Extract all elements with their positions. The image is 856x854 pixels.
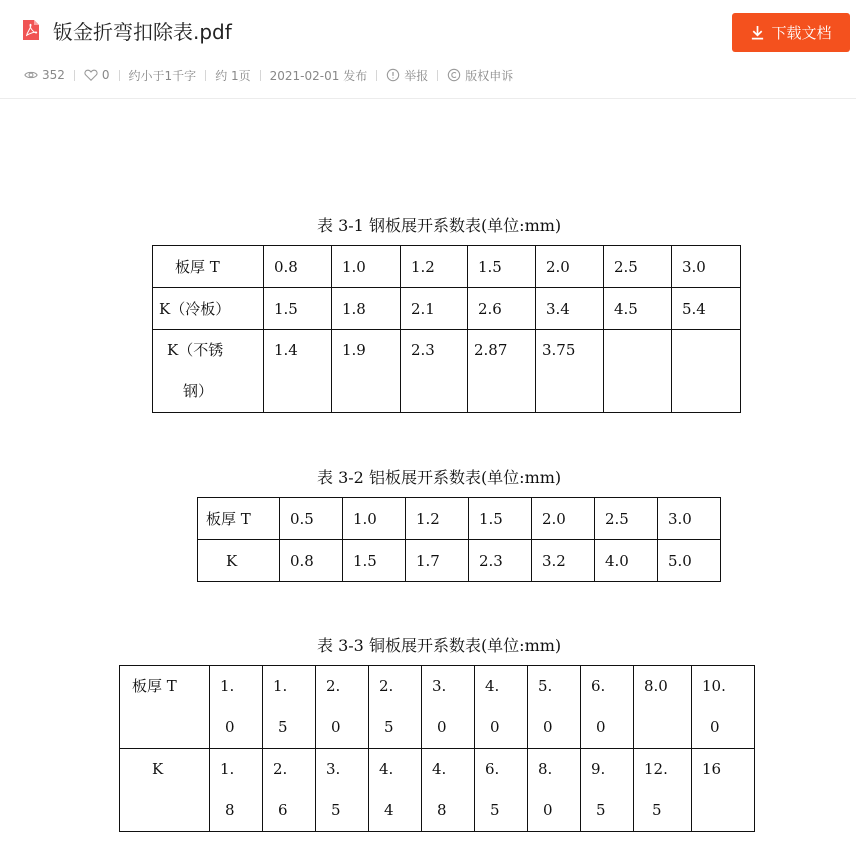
table-cell: 1.5: [468, 246, 536, 288]
table-cell: 2.0: [532, 498, 595, 540]
cell-line: 4.: [432, 760, 447, 778]
page-count-value: 约 1页: [215, 68, 251, 83]
view-count: [24, 68, 65, 82]
table-cell: 板厚 T: [198, 498, 280, 540]
table-cell: 5.4: [672, 288, 741, 330]
table-cell: 3.4: [536, 288, 604, 330]
table-cell: 4.0: [595, 540, 658, 582]
cell-line: 5: [596, 801, 606, 819]
table-cell: 3.75: [536, 330, 604, 413]
cell-line: 0: [331, 718, 341, 736]
table-cell: 5.0: [658, 540, 721, 582]
cell-line: 3.: [432, 677, 447, 695]
cell-line: 5.: [538, 677, 553, 695]
table-cell: K: [198, 540, 280, 582]
table-cell: 2.87: [468, 330, 536, 413]
table2-caption: 表 3-2 铝板展开系数表(单位:mm): [317, 468, 562, 487]
table-cell: 1.2: [406, 498, 469, 540]
meta-divider: [205, 70, 206, 81]
table-cell: 0.8: [264, 246, 332, 288]
table-cell: 1.0: [343, 498, 406, 540]
table-cell: [581, 749, 634, 832]
cell-line: 1.: [220, 760, 235, 778]
document-meta-bar: [24, 66, 513, 84]
table-cell: [475, 666, 528, 749]
table-cell: [210, 666, 263, 749]
like-count-value: 0: [101, 68, 110, 82]
meta-divider: [376, 70, 377, 81]
cell-line: 12.: [644, 760, 668, 778]
cell-line: 4.: [379, 760, 394, 778]
table-cell: [475, 749, 528, 832]
table-cell: 2.6: [468, 288, 536, 330]
table-row: [153, 330, 741, 413]
table-cell: 1.5: [264, 288, 332, 330]
cell-line: 6.: [591, 677, 606, 695]
pdf-file-icon: [22, 19, 40, 41]
table-cell: [604, 330, 672, 413]
table-cell: 1.9: [332, 330, 401, 413]
page-count: [215, 67, 250, 84]
aluminum-k-table: [197, 497, 721, 582]
eye-icon: [24, 68, 38, 82]
table-row: [120, 666, 755, 749]
table-cell: 1.5: [469, 498, 532, 540]
table-row: [120, 749, 755, 832]
table-cell: 2.3: [469, 540, 532, 582]
table-cell: [369, 749, 422, 832]
cell-line: 5: [384, 718, 394, 736]
cell-line: 1.: [220, 677, 235, 695]
word-count-value: 约小于1千字: [128, 68, 197, 83]
table-cell: 2.0: [536, 246, 604, 288]
copyright-label: 版权申诉: [465, 68, 514, 83]
cell-line: 4: [384, 801, 394, 819]
cell-line: 10.: [702, 677, 726, 695]
cell-line: 9.: [591, 760, 606, 778]
cell-line: 4.: [485, 677, 500, 695]
table-cell: [153, 330, 264, 413]
table-row: [153, 246, 741, 288]
table-cell: 1.4: [264, 330, 332, 413]
table1-caption: 表 3-1 钢板展开系数表(单位:mm): [317, 216, 562, 235]
cell-line: 0: [437, 718, 447, 736]
cell-line: 16: [702, 760, 722, 778]
table-cell: [692, 749, 755, 832]
table-cell: 1.8: [332, 288, 401, 330]
view-count-value: 352: [42, 68, 65, 82]
table3-caption: 表 3-3 铜板展开系数表(单位:mm): [317, 636, 562, 655]
table-cell: K: [120, 749, 210, 832]
cell-line: 0: [543, 801, 553, 819]
cell-line: 1.: [273, 677, 288, 695]
document-page: [0, 99, 856, 854]
cell-line: 2.: [326, 677, 341, 695]
steel-k-table: [152, 245, 741, 413]
table-cell: [263, 666, 316, 749]
table-cell: [369, 666, 422, 749]
cell-line: 0: [543, 718, 553, 736]
report-link[interactable]: [386, 67, 428, 84]
meta-divider: [119, 70, 120, 81]
cell-line: 2.: [273, 760, 288, 778]
table-cell: [528, 666, 581, 749]
table-cell: 2.1: [401, 288, 468, 330]
table-cell: 3.0: [658, 498, 721, 540]
table-cell: [672, 330, 741, 413]
cell-line: 0: [490, 718, 500, 736]
like-count[interactable]: [84, 68, 110, 82]
meta-divider: [74, 70, 75, 81]
meta-divider: [260, 70, 261, 81]
table-row: [198, 498, 721, 540]
cell-line: 6: [278, 801, 288, 819]
table-cell: [210, 749, 263, 832]
heart-icon: [84, 68, 98, 82]
alert-circle-icon: [386, 68, 400, 82]
download-button-label: 下载文档: [771, 24, 832, 42]
table-cell: 4.5: [604, 288, 672, 330]
table-cell: 板厚 T: [120, 666, 210, 749]
cell-line: 8.0: [644, 677, 668, 695]
table-cell: 2.5: [604, 246, 672, 288]
table-cell: [692, 666, 755, 749]
table-cell: 1.5: [343, 540, 406, 582]
cell-line: 8: [437, 801, 447, 819]
table-cell: 2.3: [401, 330, 468, 413]
table-cell: [528, 749, 581, 832]
publish-date: [270, 67, 368, 84]
cell-line: 0: [596, 718, 606, 736]
cell-line: 5: [278, 718, 288, 736]
word-count: [129, 67, 197, 84]
cell-line: 2.: [379, 677, 394, 695]
copper-k-table: [119, 665, 755, 832]
table-cell: 3.2: [532, 540, 595, 582]
cell-line: 6.: [485, 760, 500, 778]
download-icon: [750, 25, 765, 40]
table-cell: 0.8: [280, 540, 343, 582]
cell-line: 8: [225, 801, 235, 819]
table-cell: [634, 666, 692, 749]
document-title: 钣金折弯扣除表.pdf: [53, 20, 232, 44]
report-label: 举报: [404, 68, 429, 83]
cell-line: 3.: [326, 760, 341, 778]
table-row: [153, 288, 741, 330]
cell-line: 5: [652, 801, 662, 819]
cell-line: 钢）: [183, 382, 214, 400]
cell-line: 5: [490, 801, 500, 819]
table-cell: [634, 749, 692, 832]
table-cell: 1.2: [401, 246, 468, 288]
table-cell: [422, 749, 475, 832]
cell-line: 0: [225, 718, 235, 736]
table-cell: 2.5: [595, 498, 658, 540]
table-cell: 1.7: [406, 540, 469, 582]
table-cell: 板厚 T: [153, 246, 264, 288]
table-cell: [422, 666, 475, 749]
table-cell: 3.0: [672, 246, 741, 288]
download-button[interactable]: [732, 13, 850, 52]
publish-date-value: 2021-02-01 发布: [269, 68, 368, 83]
copyright-link[interactable]: [447, 67, 513, 84]
table-cell: [263, 749, 316, 832]
table-cell: [316, 749, 369, 832]
meta-divider: [437, 70, 438, 81]
table-cell: [316, 666, 369, 749]
copyright-icon: [447, 68, 461, 82]
table-cell: [581, 666, 634, 749]
table-row: [198, 540, 721, 582]
cell-line: 0: [710, 718, 720, 736]
document-header: [0, 0, 856, 99]
table-cell: K（冷板）: [153, 288, 264, 330]
cell-line: 5: [331, 801, 341, 819]
cell-line: K（不锈: [167, 341, 224, 359]
table-cell: 1.0: [332, 246, 401, 288]
table-cell: 0.5: [280, 498, 343, 540]
cell-line: 8.: [538, 760, 553, 778]
